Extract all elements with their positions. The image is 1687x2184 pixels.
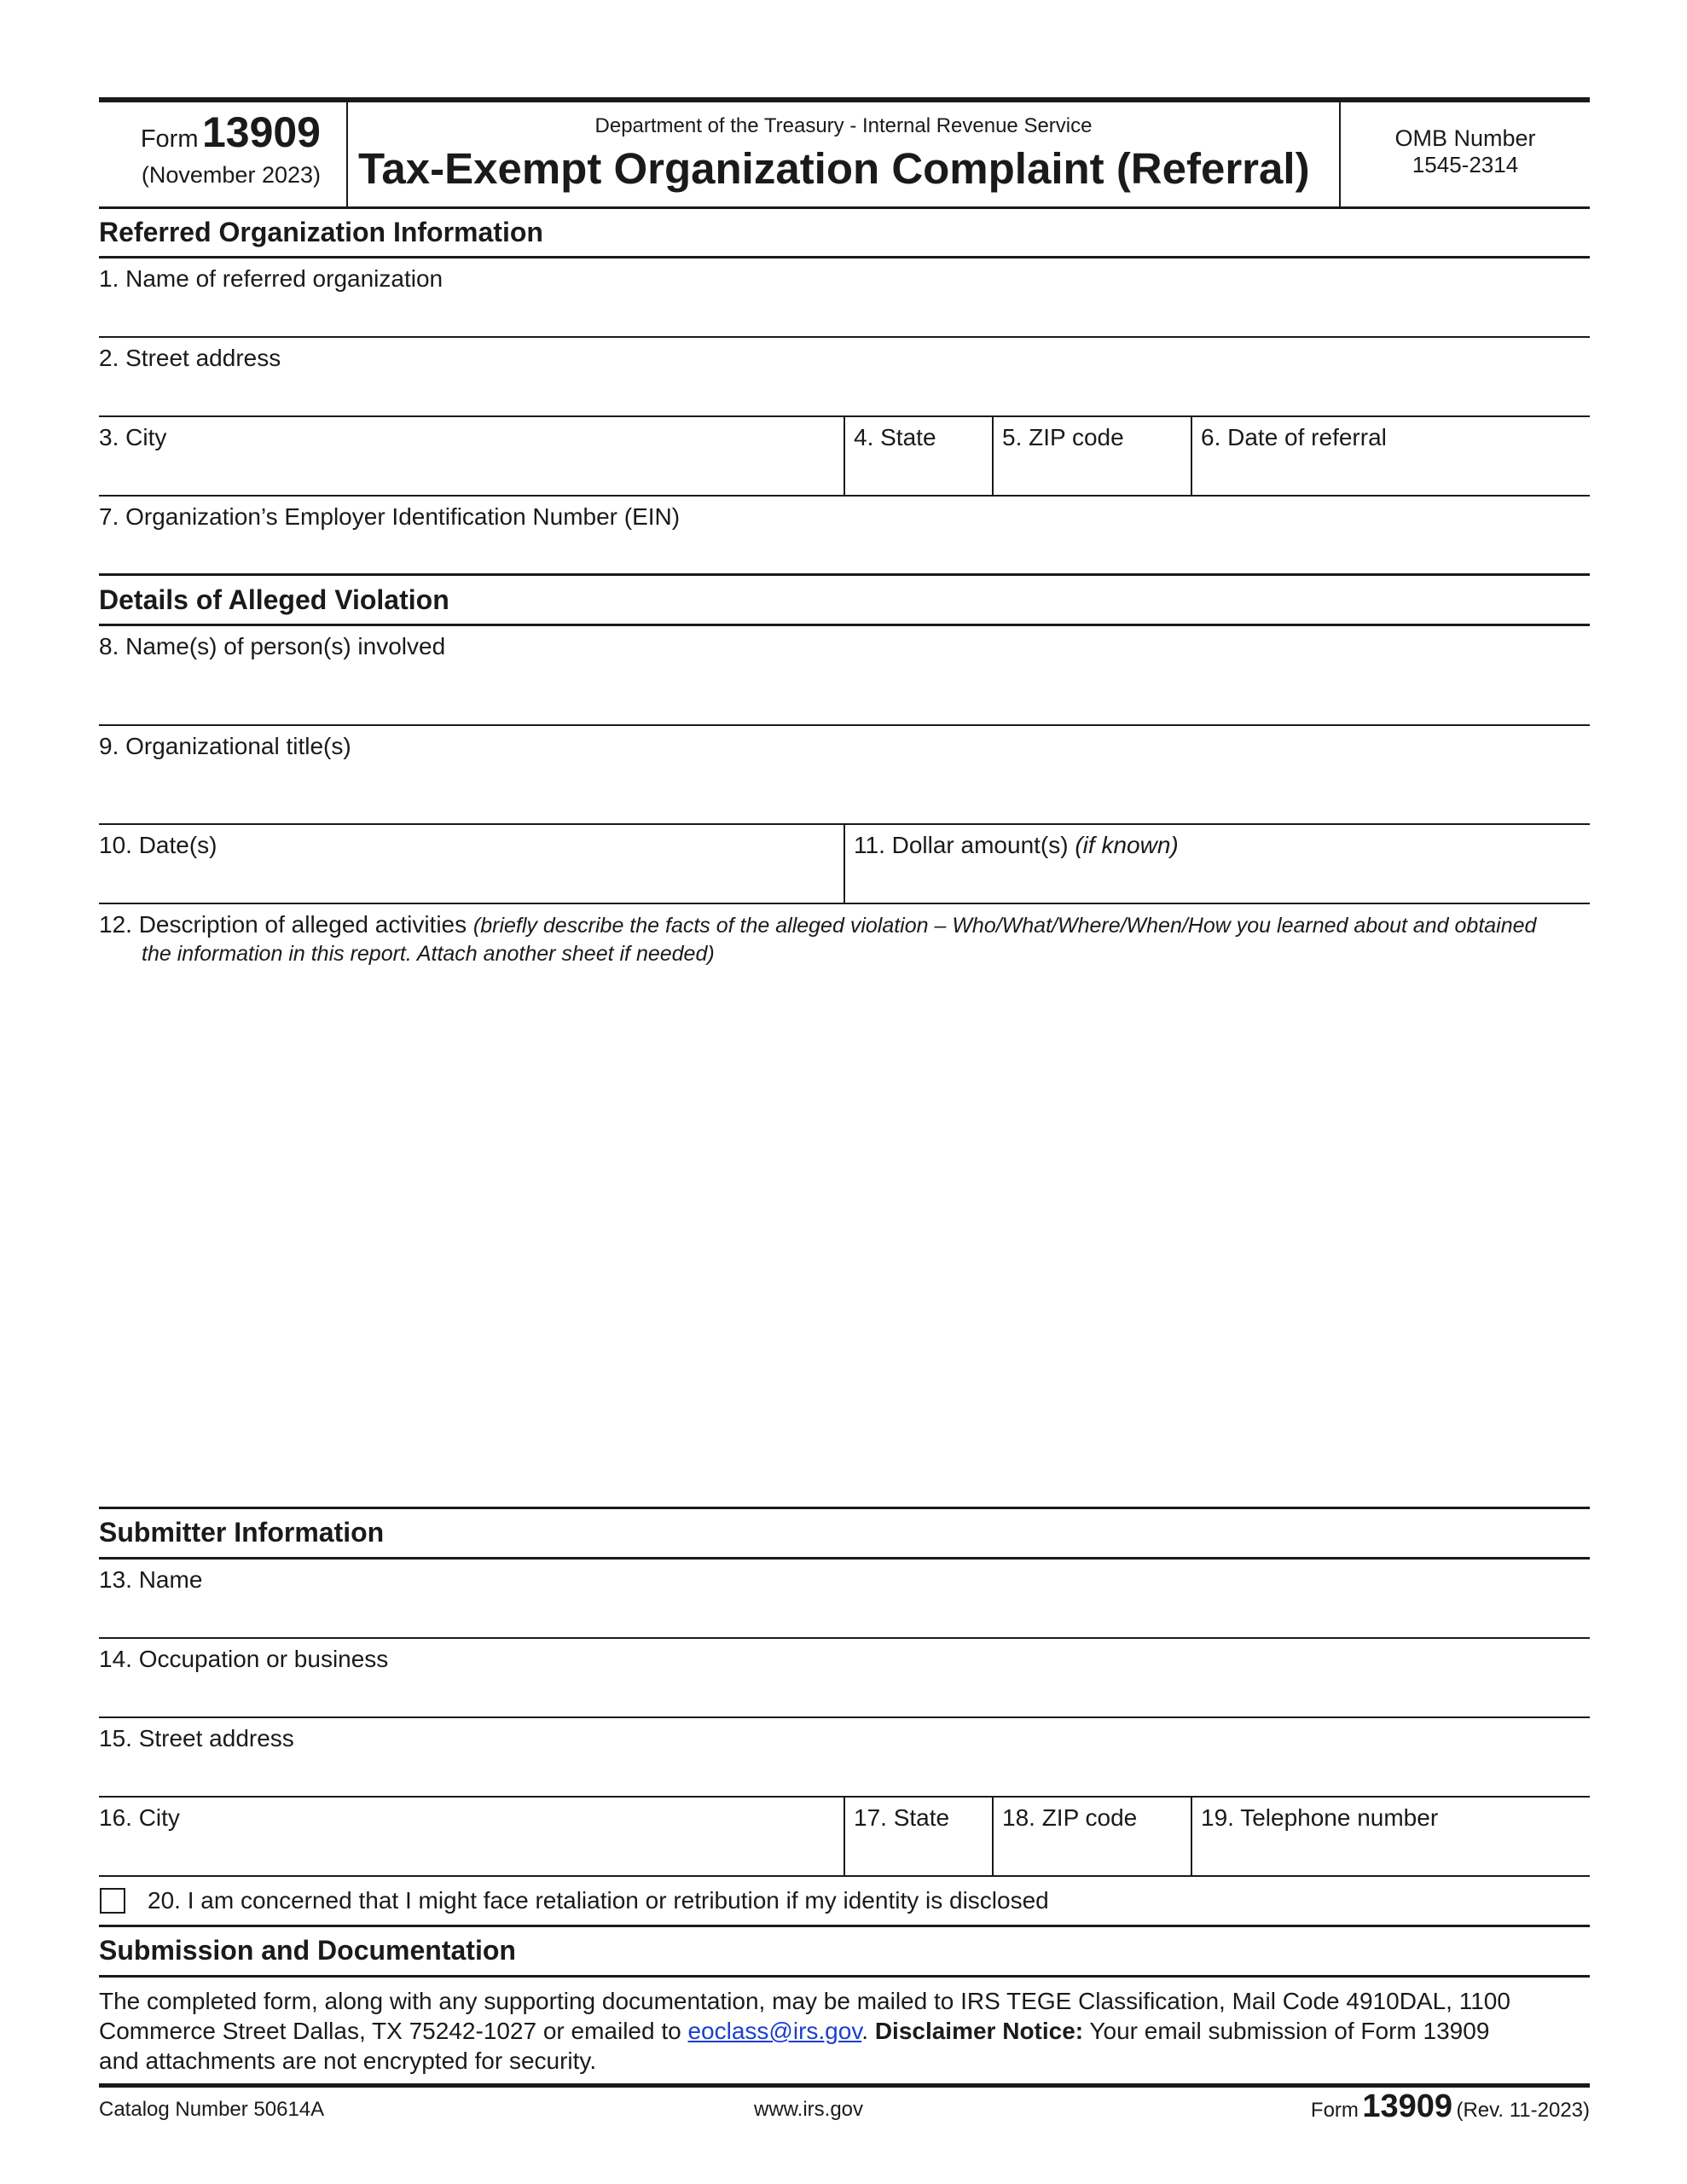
field-submitter-zip[interactable] [994, 1798, 1190, 1875]
label-ein: 7. Organization’s Employer Identification Number (EIN) [99, 503, 681, 530]
label-city: 3. City [99, 424, 167, 450]
section-title-submission: Submission and Documentation [99, 1935, 516, 1966]
field-telephone[interactable] [1192, 1798, 1590, 1875]
label-persons-involved: 8. Name(s) of person(s) involved [99, 633, 446, 659]
submission-line-2c: Your email submission of Form 13909 [1083, 2018, 1490, 2044]
label-organizational-titles: 9. Organizational title(s) [99, 733, 351, 759]
website: www.irs.gov [754, 2098, 864, 2121]
label-submitter-city: 16. City [99, 1804, 180, 1831]
section-title-submitter: Submitter Information [99, 1517, 385, 1548]
omb-number: 1545-2314 [1412, 152, 1519, 178]
email-link[interactable]: eoclass@irs.gov [687, 2018, 862, 2044]
label-submitter-zip: 18. ZIP code [1002, 1804, 1138, 1831]
form-number: 13909 [201, 108, 321, 156]
label-submitter-name: 13. Name [99, 1566, 203, 1593]
footer-form-id [1311, 2090, 1590, 2123]
label-submitter-street: 15. Street address [99, 1725, 294, 1751]
label-dates: 10. Date(s) [99, 832, 217, 858]
field-dollar-amounts[interactable] [845, 825, 1590, 903]
field-occupation[interactable] [99, 1639, 1590, 1716]
field-state[interactable] [845, 417, 992, 495]
label-street-address: 2. Street address [99, 345, 281, 371]
footer-rule [99, 2083, 1590, 2088]
submission-line-2 [99, 2016, 1510, 2046]
field-zip-code[interactable] [994, 417, 1190, 495]
label-description-text: 12. Description of alleged activities [99, 911, 467, 938]
field-description[interactable] [99, 904, 1590, 1507]
header-top-rule [99, 97, 1590, 102]
label-description [99, 913, 1536, 937]
field-date-of-referral[interactable] [1192, 417, 1590, 495]
submission-line-3: and attachments are not encrypted for security. [99, 2048, 597, 2074]
footer-form-number: 13909 [1362, 2088, 1453, 2124]
form-word: Form [140, 125, 199, 153]
label-organization-name: 1. Name of referred organization [99, 265, 443, 292]
section4-top-rule [99, 1925, 1590, 1927]
field-submitter-street[interactable] [99, 1718, 1590, 1796]
label-dollar-amounts-text: 11. Dollar amount(s) [854, 832, 1069, 858]
section-title-alleged-violation: Details of Alleged Violation [99, 584, 449, 615]
section3-top-rule [99, 1507, 1590, 1509]
field-ein[interactable] [99, 497, 1590, 574]
field-submitter-state[interactable] [845, 1798, 992, 1875]
field-persons-involved[interactable] [99, 626, 1590, 724]
section4-rule [99, 1975, 1590, 1978]
submission-line-1: The completed form, along with any supporting documentation, may be mailed to IRS TEGE Classification, Mail Code 4910DAL, 1100 [99, 1988, 1510, 2014]
field-city[interactable] [99, 417, 844, 495]
label-dollar-amounts-note: (if known) [1075, 832, 1179, 858]
rule-16 [99, 1875, 1590, 1877]
label-zip-code: 5. ZIP code [1002, 424, 1124, 450]
department-line: Department of the Treasury - Internal Revenue Service [594, 114, 1093, 137]
submission-line-2a: Commerce Street Dallas, TX 75242-1027 or emailed to [99, 2018, 688, 2044]
label-telephone: 19. Telephone number [1201, 1804, 1439, 1831]
field-submitter-city[interactable] [99, 1798, 844, 1875]
section2-top-rule [99, 573, 1590, 576]
catalog-number: Catalog Number 50614A [99, 2098, 325, 2121]
disclaimer-label: Disclaimer Notice: [874, 2018, 1084, 2044]
label-occupation: 14. Occupation or business [99, 1646, 389, 1672]
omb-label: OMB Number [1394, 125, 1536, 151]
submission-line-2b: . [861, 2018, 875, 2044]
field-dates[interactable] [99, 825, 844, 903]
omb-block [1341, 125, 1590, 179]
label-submitter-state: 17. State [854, 1804, 950, 1831]
submission-paragraph [99, 1986, 1510, 2076]
label-dollar-amounts [854, 834, 1179, 857]
footer-rev: (Rev. 11-2023) [1456, 2099, 1590, 2122]
retaliation-checkbox[interactable] [100, 1888, 125, 1914]
label-description-note-2: the information in this report. Attach another sheet if needed) [142, 942, 715, 966]
field-organization-name[interactable] [99, 258, 1590, 336]
field-submitter-name[interactable] [99, 1560, 1590, 1637]
form-date: (November 2023) [141, 162, 321, 188]
label-state: 4. State [854, 424, 936, 450]
field-street-address[interactable] [99, 338, 1590, 415]
footer-form-word: Form [1310, 2099, 1359, 2122]
header-bottom-rule [99, 206, 1590, 209]
field-organizational-titles[interactable] [99, 726, 1590, 823]
label-description-note: (briefly describe the facts of the alleged violation – Who/What/Where/When/How you learned about and obtained [472, 914, 1537, 938]
label-date-of-referral: 6. Date of referral [1201, 424, 1387, 450]
label-retaliation: 20. I am concerned that I might face retaliation or retribution if my identity is disclosed [148, 1887, 1049, 1914]
form-title: Tax-Exempt Organization Complaint (Referral) [358, 144, 1310, 193]
section-title-referred-organization: Referred Organization Information [99, 217, 543, 247]
